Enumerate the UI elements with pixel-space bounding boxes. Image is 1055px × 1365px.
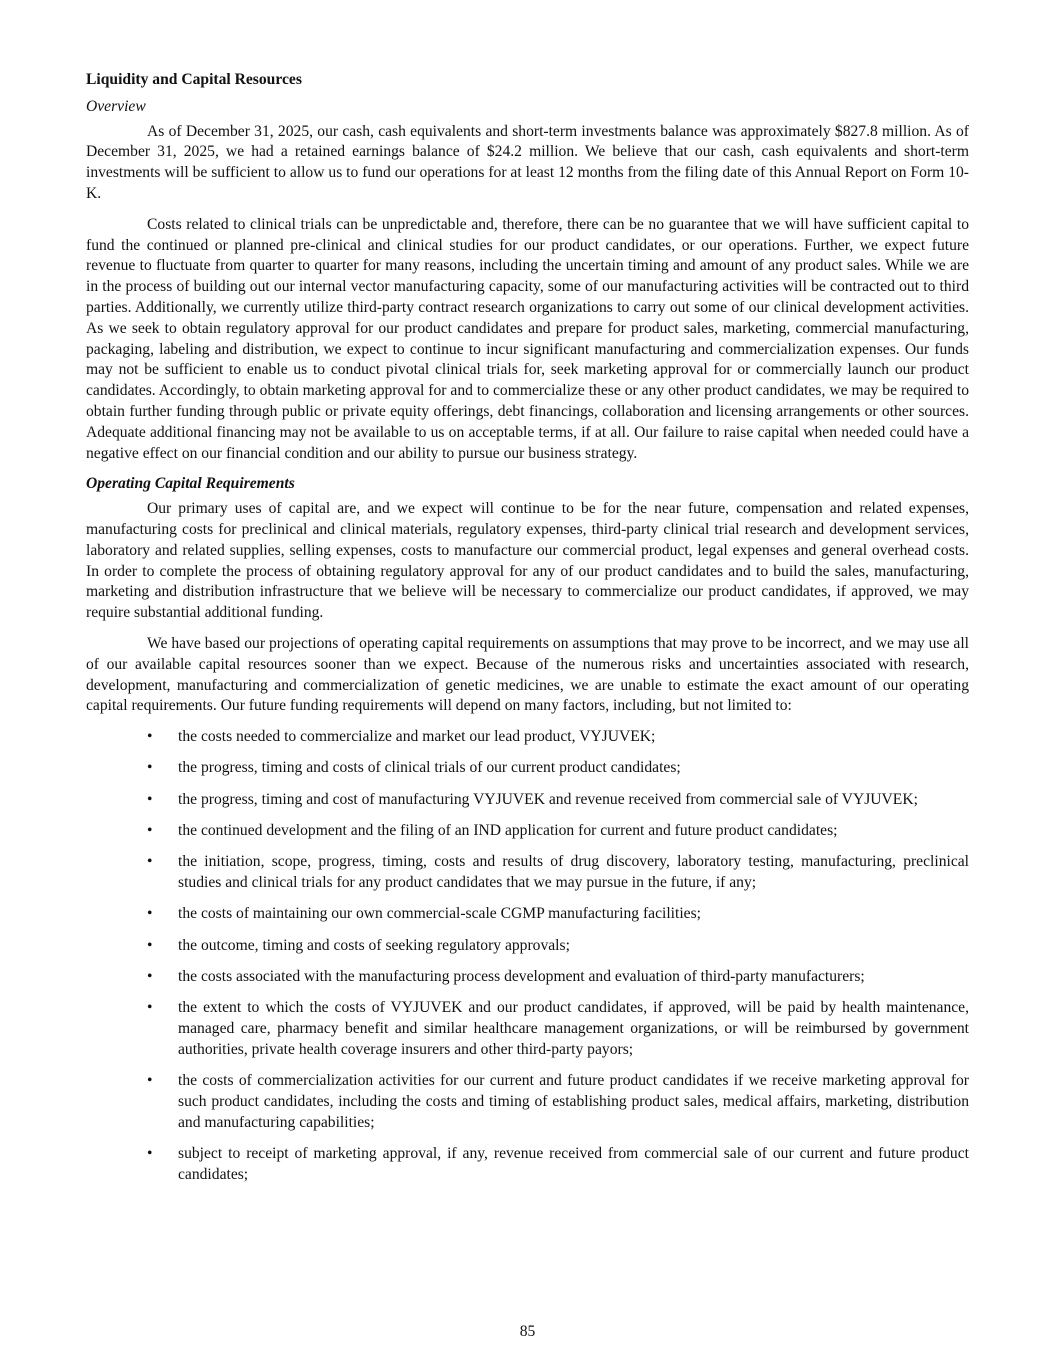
section-title: Liquidity and Capital Resources xyxy=(86,71,302,88)
bullet-icon: • xyxy=(147,853,153,871)
funding-factors-list xyxy=(86,727,969,1186)
list-item xyxy=(86,758,969,779)
overview-heading: Overview xyxy=(86,97,146,115)
bullet-icon: • xyxy=(147,999,153,1017)
list-item xyxy=(86,936,969,957)
page-number: 85 xyxy=(519,1323,536,1340)
list-item-text: the progress, timing and cost of manufacturing VYJUVEK and revenue received from commercial sale of VYJUVEK; xyxy=(178,790,918,808)
operating-heading: Operating Capital Requirements xyxy=(86,475,295,493)
overview-paragraph-2: Costs related to clinical trials can be unpredictable and, therefore, there can be no guarantee that we will have sufficient capital to fund the continued or planned pre-clinical and clinical studies for our product candidates, or our operations. Further, we expect future revenue to fluctuate from quarter to quarter for many reasons, including the uncertain timing and amount of any product sales. While we are in the process of building out our internal vector manufacturing capacity, some of our manufacturing activities will be contracted out to third parties. Additionally, we currently utilize third-party contract research organizations to carry out some of our clinical development activities. As we seek to obtain regulatory approval for our product candidates and prepare for product sales, marketing, commercial manufacturing, packaging, labeling and distribution, we expect to continue to incur significant manufacturing and commercialization expenses. Our funds may not be sufficient to enable us to conduct pivotal clinical trials for, seek marketing approval for or commercially launch our product candidates. Accordingly, to obtain marketing approval for and to commercialize these or any other product candidates, we may be required to obtain further funding through public or private equity offerings, debt financings, collaboration and licensing arrangements or other sources. Adequate additional financing may not be available to us on acceptable terms, if at all. Our failure to raise capital when needed could have a negative effect on our financial condition and our ability to pursue our business strategy. xyxy=(86,215,969,462)
overview-paragraph-1: As of December 31, 2025, our cash, cash equivalents and short-term investments balance was approximately $827.8 million. As of December 31, 2025, we had a retained earnings balance of $24.2 million. We believe that our cash, cash equivalents and short-term investments will be sufficient to allow us to fund our operations for at least 12 months from the filing date of this Annual Report on Form 10-K. xyxy=(86,122,969,202)
list-item xyxy=(86,727,969,748)
bullet-icon: • xyxy=(147,822,153,839)
document-page xyxy=(86,70,969,1196)
list-item-text: the initiation, scope, progress, timing, costs and results of drug discovery, laboratory testing, manufacturing, preclinical studies and clinical trials for any product candidates that we may pursue in the future, if any; xyxy=(178,853,969,892)
list-item-text: the extent to which the costs of VYJUVEK and our product candidates, if approved, will be paid by health maintenance, managed care, pharmacy benefit and similar healthcare management organizations, or will be reimbursed by government authorities, private health coverage insurers and other third-party payors; xyxy=(178,999,969,1058)
bullet-icon: • xyxy=(147,936,153,954)
list-item-text: the costs of commercialization activities for our current and future product candidates if we receive marketing approval for such product candidates, including the costs and timing of establishing product sales, medical affairs, marketing, distribution and manufacturing capabilities; xyxy=(178,1072,969,1131)
list-item xyxy=(86,1071,969,1133)
list-item xyxy=(86,904,969,925)
list-item xyxy=(86,998,969,1060)
list-item xyxy=(86,821,969,842)
bullet-icon: • xyxy=(147,759,153,777)
list-item xyxy=(86,1144,969,1186)
operating-paragraph-1: Our primary uses of capital are, and we expect will continue to be for the near future, compensation and related expenses, manufacturing costs for preclinical and clinical materials, regulatory expenses, third-party clinical trial research and development services, laboratory and related supplies, selling expenses, costs to manufacture our commercial product, legal expenses and general overhead costs. In order to complete the process of obtaining regulatory approval for any of our product candidates and to build the sales, manufacturing, marketing and distribution infrastructure that we believe will be necessary to commercialize our product candidates, if approved, we may require substantial additional funding. xyxy=(86,500,969,622)
list-item-text: subject to receipt of marketing approval, if any, revenue received from commercial sale of our current and future product candidates; xyxy=(178,1145,969,1183)
bullet-icon: • xyxy=(147,790,153,808)
list-item-text: the costs needed to commercialize and market our lead product, VYJUVEK; xyxy=(178,728,656,746)
bullet-icon: • xyxy=(147,967,153,985)
bullet-icon: • xyxy=(147,728,153,746)
bullet-icon: • xyxy=(147,1072,153,1090)
list-item xyxy=(86,790,969,811)
list-item xyxy=(86,967,969,988)
bullet-icon: • xyxy=(147,1145,153,1163)
list-item-text: the progress, timing and costs of clinical trials of our current product candidates; xyxy=(178,759,681,777)
list-item-text: the continued development and the filing of an IND application for current and future product candidates; xyxy=(178,822,838,839)
list-item-text: the outcome, timing and costs of seeking regulatory approvals; xyxy=(178,936,570,954)
operating-paragraph-2: We have based our projections of operating capital requirements on assumptions that may prove to be incorrect, and we may use all of our available capital resources sooner than we expect. Because of the numerous risks and uncertainties associated with research, development, manufacturing and commercialization of genetic medicines, we are unable to estimate the exact amount of our operating capital requirements. Our future funding requirements will depend on many factors, including, but not limited to: xyxy=(86,634,969,715)
bullet-icon: • xyxy=(147,905,153,923)
list-item-text: the costs associated with the manufacturing process development and evaluation of third-party manufacturers; xyxy=(178,967,865,985)
list-item-text: the costs of maintaining our own commercial-scale CGMP manufacturing facilities; xyxy=(178,905,701,923)
list-item xyxy=(86,852,969,894)
